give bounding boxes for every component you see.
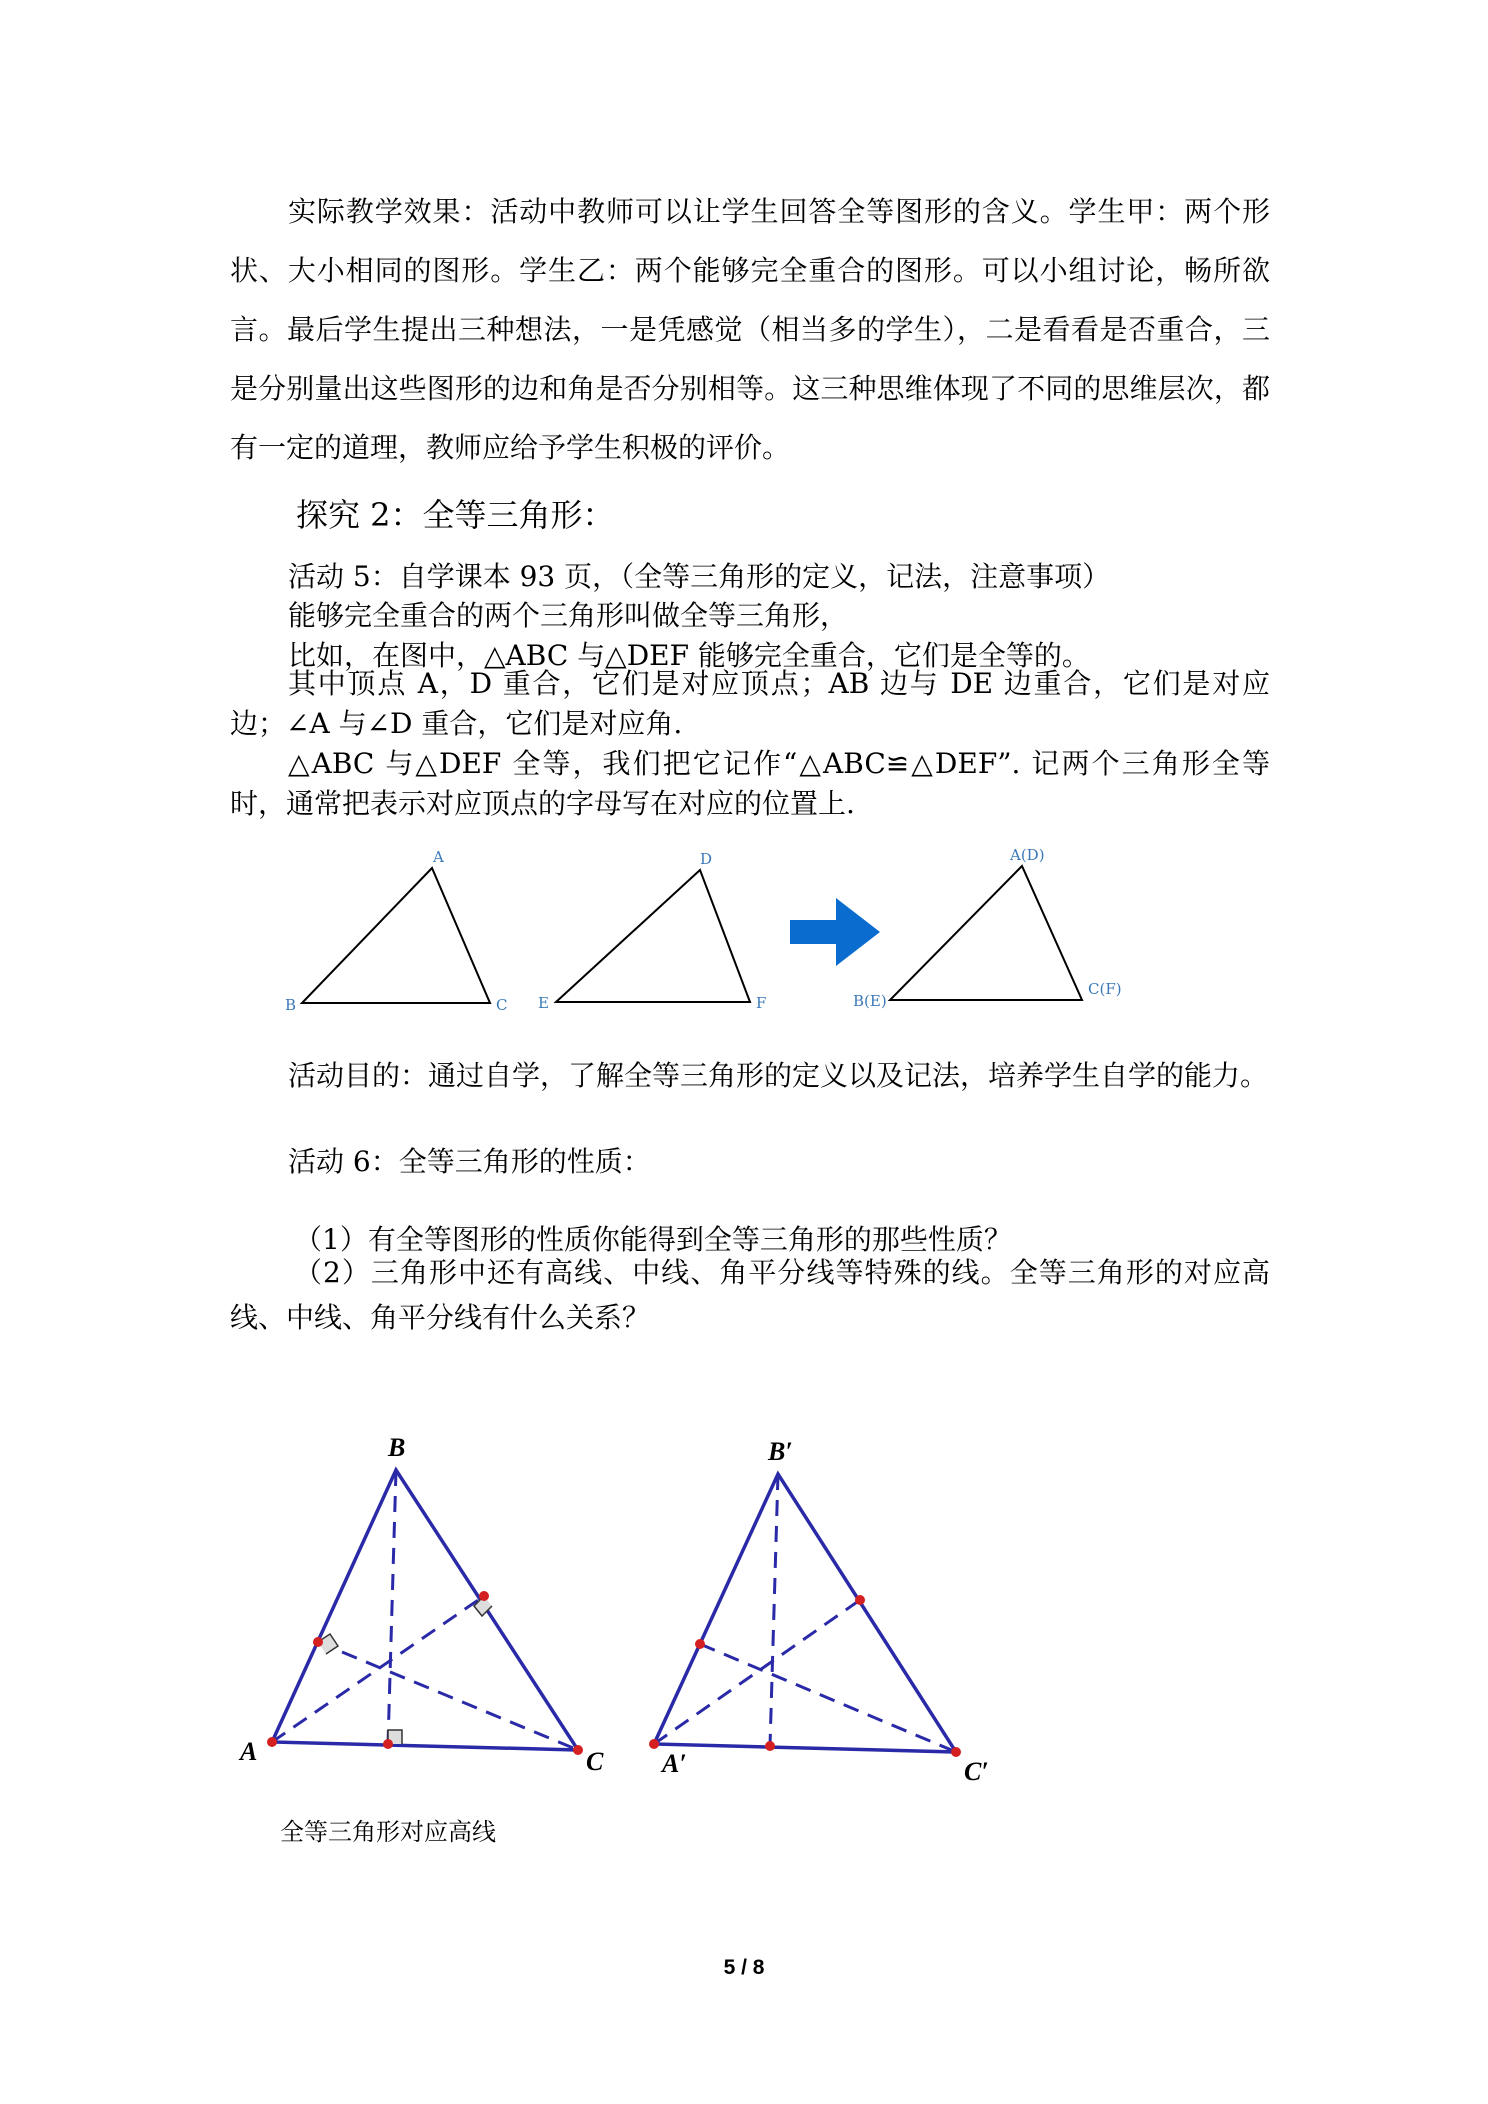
activity6-title: 活动 6：全等三角形的性质： [288, 1145, 651, 1178]
label-b: B [388, 1433, 406, 1462]
label-c-prime: C′ [964, 1757, 989, 1786]
intro-paragraph: 实际教学效果：活动中教师可以让学生回答全等图形的含义。学生甲：两个形状、大小相同的图形。学生乙：两个能够完全重合的图形。可以小组讨论，畅所欲言。最后学生提出三种想法，一是凭感觉（相当多的学生），二是看看是否重合，三是分别量出这些图形的边和角是否分别相等。这三种思维体现了不同的思维层次，都有一定的道理，教师应给予学生积极的评价。 [230, 195, 1270, 464]
congruent-triangles-figure [270, 840, 1140, 1020]
left-triangle-points [267, 1591, 583, 1755]
right-triangle [654, 1474, 956, 1752]
vertex-label-e: E [538, 994, 549, 1012]
label-a-prime: A′ [662, 1749, 687, 1778]
right-arrow-icon [790, 898, 880, 966]
corresponding-altitudes-figure [230, 1420, 1050, 1800]
vertex-label-d: D [700, 850, 713, 868]
triangle-abc [285, 848, 507, 1014]
notation-paragraph: △ABC 与△DEF 全等，我们把它记作“△ABC≌△DEF”. 记两个三角形全等时，通常把表示对应顶点的字母写在对应的位置上. [230, 747, 1270, 820]
page-number: 5 / 8 [723, 1956, 765, 1979]
vertex-label-a: A [433, 848, 444, 866]
label-b-prime: B′ [768, 1437, 793, 1466]
vertex-label-f: F [756, 994, 767, 1012]
label-c: C [586, 1747, 604, 1776]
right-triangle-points [649, 1595, 961, 1757]
left-triangle [272, 1470, 578, 1750]
vertex-label-cf: C(F) [1088, 980, 1122, 998]
example-line: 比如，在图中，△ABC 与△DEF 能够完全重合，它们是全等的。 [288, 639, 1090, 672]
correspondence-paragraph: 其中顶点 A，D 重合，它们是对应顶点；AB 边与 DE 边重合，它们是对应边；∠A 与∠D 重合，它们是对应角. [230, 667, 1270, 740]
figure-caption: 全等三角形对应高线 [280, 1818, 496, 1846]
triangle-def [538, 850, 766, 1012]
section-heading: 探究 2：全等三角形： [296, 496, 615, 534]
vertex-label-c: C [496, 996, 508, 1014]
vertex-label-be: B(E) [853, 992, 887, 1010]
triangle-overlapped [853, 846, 1122, 1010]
question-1: （1）有全等图形的性质你能得到全等三角形的那些性质？ [294, 1223, 1012, 1256]
activity5-title: 活动 5：自学课本 93 页，（全等三角形的定义，记法，注意事项） [288, 560, 1111, 593]
vertex-label-b: B [285, 996, 297, 1014]
label-a: A [240, 1737, 258, 1766]
question-2: （2）三角形中还有高线、中线、角平分线等特殊的线。全等三角形的对应高线、中线、角平分线有什么关系？ [230, 1256, 1270, 1334]
activity-goal-paragraph: 活动目的：通过自学，了解全等三角形的定义以及记法，培养学生自学的能力。 [288, 1059, 1269, 1092]
vertex-label-ad: A(D) [1010, 846, 1045, 864]
definition-line: 能够完全重合的两个三角形叫做全等三角形， [288, 599, 849, 632]
